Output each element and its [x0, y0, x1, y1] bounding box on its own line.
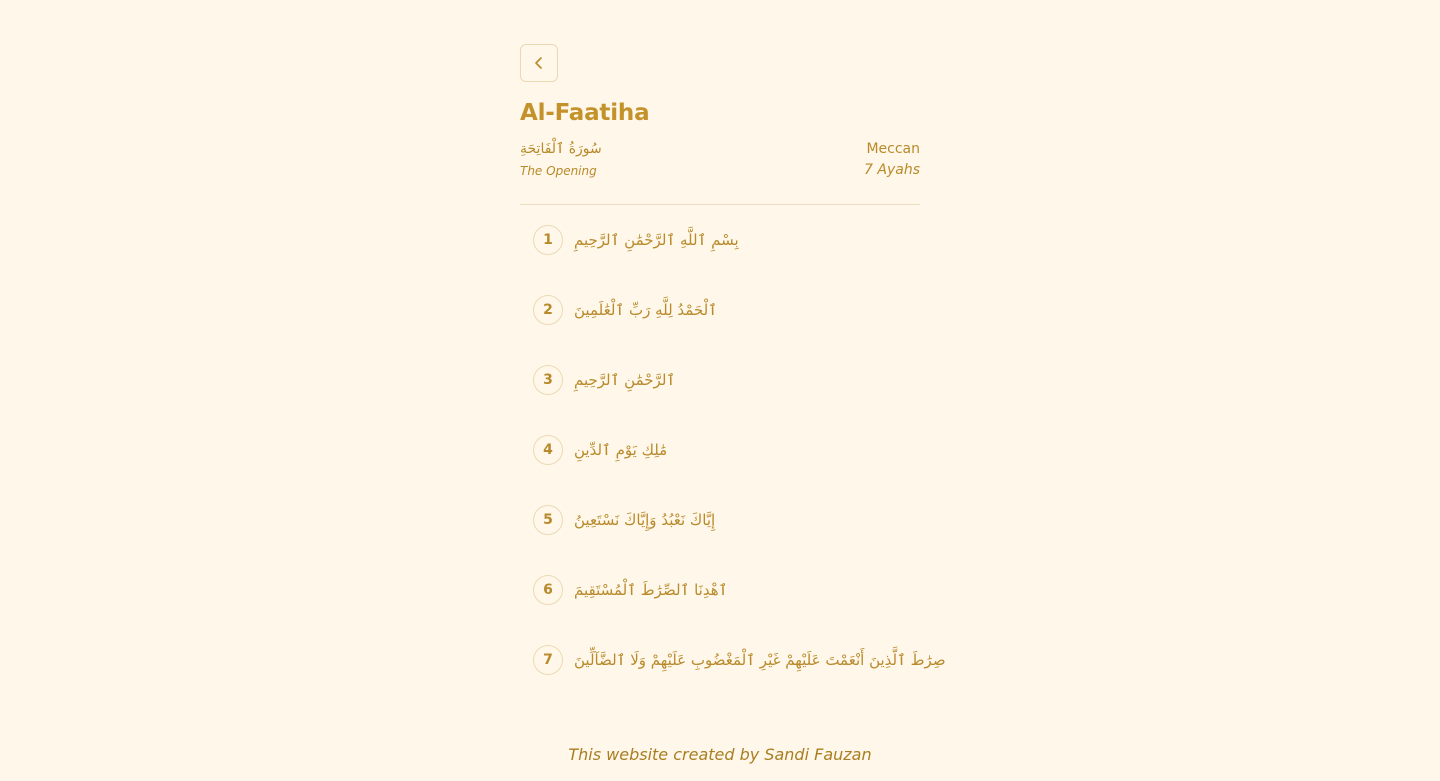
surah-meta-left	[520, 139, 602, 180]
list-item	[520, 365, 920, 395]
ayah-number-badge: 7	[533, 645, 563, 675]
divider	[520, 204, 920, 205]
ayah-text: بِسْمِ ٱللَّهِ ٱلرَّحْمَٰنِ ٱلرَّحِيمِ	[574, 231, 739, 249]
ayah-text: إِيَّاكَ نَعْبُدُ وَإِيَّاكَ نَسْتَعِينُ	[574, 511, 716, 529]
surah-translation: The Opening	[520, 164, 597, 178]
ayah-list	[520, 225, 946, 675]
ayah-number-badge: 4	[533, 435, 563, 465]
ayah-text: مَٰلِكِ يَوْمِ ٱلدِّينِ	[574, 441, 668, 459]
surah-detail	[520, 44, 946, 715]
ayah-number-badge: 6	[533, 575, 563, 605]
back-button[interactable]	[520, 44, 558, 82]
list-item	[520, 295, 920, 325]
chevron-left-icon	[532, 56, 546, 70]
ayah-number-badge: 2	[533, 295, 563, 325]
list-item	[520, 225, 920, 255]
list-item	[520, 435, 920, 465]
list-item	[520, 505, 920, 535]
ayah-text: ٱلرَّحْمَٰنِ ٱلرَّحِيمِ	[574, 371, 676, 389]
surah-arabic-name: سُورَةُ ٱلْفَاتِحَةِ	[520, 141, 602, 157]
list-item	[520, 575, 920, 605]
footer-credit: This website created by Sandi Fauzan	[568, 745, 872, 764]
list-item	[520, 645, 946, 675]
ayah-text: ٱلْحَمْدُ لِلَّهِ رَبِّ ٱلْعَٰلَمِينَ	[574, 301, 718, 319]
surah-meta-right	[864, 139, 920, 179]
surah-meta	[520, 139, 920, 180]
revelation-type: Meccan	[866, 141, 920, 157]
ayah-number-badge: 3	[533, 365, 563, 395]
ayah-text: ٱهْدِنَا ٱلصِّرَٰطَ ٱلْمُسْتَقِيمَ	[574, 581, 728, 599]
ayah-number-badge: 5	[533, 505, 563, 535]
ayah-number-badge: 1	[533, 225, 563, 255]
ayah-text: صِرَٰطَ ٱلَّذِينَ أَنْعَمْتَ عَلَيْهِمْ غَيْرِ ٱلْمَغْضُوبِ عَلَيْهِمْ وَلَا ٱلضَّآلِّينَ	[574, 651, 946, 669]
page-title: Al-Faatiha	[520, 100, 650, 126]
ayah-count: 7 Ayahs	[864, 162, 920, 178]
